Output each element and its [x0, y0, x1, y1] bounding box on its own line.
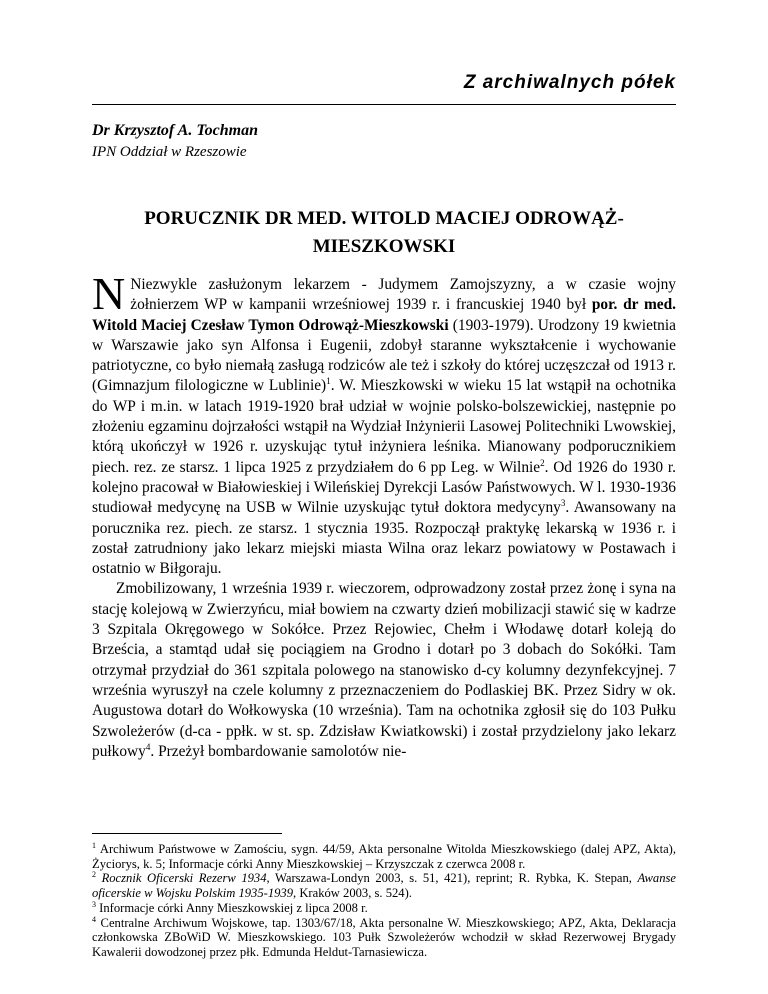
footnote-ref-3[interactable]: 3	[560, 498, 566, 509]
body-paragraph-1	[92, 268, 676, 579]
article-body	[92, 268, 676, 762]
footnote-text: Informacje córki Anny Mieszkowskiej z lipca 2008 r.	[99, 900, 368, 915]
author-affiliation: IPN Oddział w Rzeszowie	[92, 144, 247, 160]
footnote-1	[92, 842, 676, 871]
footnote-number: 3	[92, 899, 96, 909]
body-text-span: (1903-1979). Urodzony 19 kwietnia w Warszawie jako syn Alfonsa i Eugenii, zdobył staranne wykształcenie i wychowanie patriotyczne, co było niemałą zasługą rodziców ale też i szkoły do której uczęszczał od 1913 r. (Gimnazjum filologiczne w Lublinie)	[92, 316, 676, 395]
footnotes	[92, 842, 676, 960]
body-text-span: . Awansowany na porucznika rez. piech. ze starsz. 1 stycznia 1935. Rozpoczął praktykę lekarską w 1936 r. i został zatrudniony jako lekarz miejski miasta Wilna oraz lekarz powiatowy w Postawach i ostatnio w Biłgoraju.	[92, 499, 676, 578]
body-text-span: . Przeżył bombardowanie samolotów nie-	[150, 742, 407, 760]
body-paragraph-2	[92, 579, 676, 762]
footnote-text: Archiwum Państwowe w Zamościu, sygn. 44/59, Akta personalne Witolda Mieszkowskiego (dalej APZ, Akta), Życiorys, k. 5; Informacje córki Anny Mieszkowskiej – Krzyszczak z czerwca 2008 r.	[92, 842, 676, 871]
footnote-text: Centralne Archiwum Wojskowe, tap. 1303/67/18, Akta personalne W. Mieszkowskiego; APZ, Akta, Deklaracja członkowska ZBoWiD W. Mieszkowskiego. 103 Pułk Szwoleżerów wchodził w skład Rezerwowej Brygady Kawalerii dowodzonej przez płk. Edmunda Heldut-Tarnasiewicza.	[92, 915, 676, 959]
body-text-span: Zmobilizowany, 1 września 1939 r. wieczorem, odprowadzony został przez żonę i syna na stację kolejową w Zwierzyńcu, miał bowiem na czwarty dzień mobilizacji stawić się w kadrze 3 Szpitala Okręgowego w Sokółce. Przez Rejowiec, Chełm i Włodawę dotarł koleją do Brześcia, a stamtąd udał się pociągiem na Grodno i dotarł po 3 dobach do Sokółki. Tam otrzymał przydział do 361 szpitala polowego na stanowisko d-cy kolumny dezynfekcyjnej. 7 września wyruszył na czele kolumny z przeznaczeniem do Podlaskiej BK. Przez Sidry w ok. Augustowa dotarł do Wołkowyska (10 września). Tam na ochotnika zgłosił się do 103 Pułku Szwoleżerów (d-ca - ppłk. w st. sp. Zdzisław Kwiatkowski) i został przydzielony jako lekarz pułkowy	[92, 580, 676, 760]
subject-name: por. dr med. Witold Maciej Czesław Tymon Odrowąż-Mieszkowski	[92, 296, 676, 334]
footnote-ref-4[interactable]: 4	[145, 741, 151, 752]
footnote-ref-2[interactable]: 2	[540, 457, 545, 468]
body-text-span: . W. Mieszkowski w wieku 15 lat wstąpił na ochotnika do WP i m.in. w latach 1919-1920 brał udział w wojnie polsko-bolszewickiej, następnie po złożeniu egzaminu dojrzałości wstąpił na Wydział Inżynierii Lasowej Politechniki Lwowskiej, którą ukończył w 1926 r. uzyskując tytuł inżyniera leśnika. Mianowany podporucznikiem piech. rez. ze starsz. 1 lipca 1925 z przydziałem do 6 pp Leg. w Wilnie	[92, 377, 676, 476]
footnote-number: 4	[92, 914, 96, 924]
footnote-number: 1	[92, 841, 96, 850]
body-text-span: Niezwykle zasłużonym lekarzem - Judymem Zamojszyzny, a w czasie wojny żołnierzem WP w kampanii wrześniowej 1939 r. i francuskiej 1940 był	[130, 276, 676, 314]
footnote-3	[92, 901, 676, 916]
section-header: Z archiwalnych półek	[463, 72, 676, 93]
footnote-number: 2	[92, 870, 96, 880]
footnote-text: , Kraków 2003, s. 524).	[293, 886, 412, 901]
footnote-4	[92, 916, 676, 960]
body-text-span: . Od 1926 do 1930 r. kolejno pracował w Białowieskiej i Wileńskiej Dyrekcji Lasów Państwowych. W l. 1930-1936 studiował medycynę na USB w Wilnie uzyskując tytuł doktora medycyny	[92, 458, 676, 517]
footnote-title: Rocznik Oficerski Rezerw 1934	[101, 871, 267, 886]
footnote-rule	[92, 833, 282, 834]
article-title	[92, 205, 676, 261]
footnote-ref-1[interactable]: 1	[326, 376, 331, 387]
author-name: Dr Krzysztof A. Tochman	[92, 122, 258, 139]
footnote-title: Awanse oficerskie w Wojsku Polskim 1935-1939	[92, 871, 676, 901]
drop-cap: N	[92, 268, 126, 319]
article-title-line-2: MIESZKOWSKI	[312, 236, 456, 257]
article-title-line-1: PORUCZNIK DR MED. WITOLD MACIEJ ODROWĄŻ-	[144, 208, 624, 229]
footnote-2	[92, 871, 676, 900]
footnote-text: , Warszawa-Londyn 2003, s. 51, 421), reprint; R. Rybka, K. Stepan,	[266, 871, 638, 886]
header-rule	[92, 104, 676, 105]
